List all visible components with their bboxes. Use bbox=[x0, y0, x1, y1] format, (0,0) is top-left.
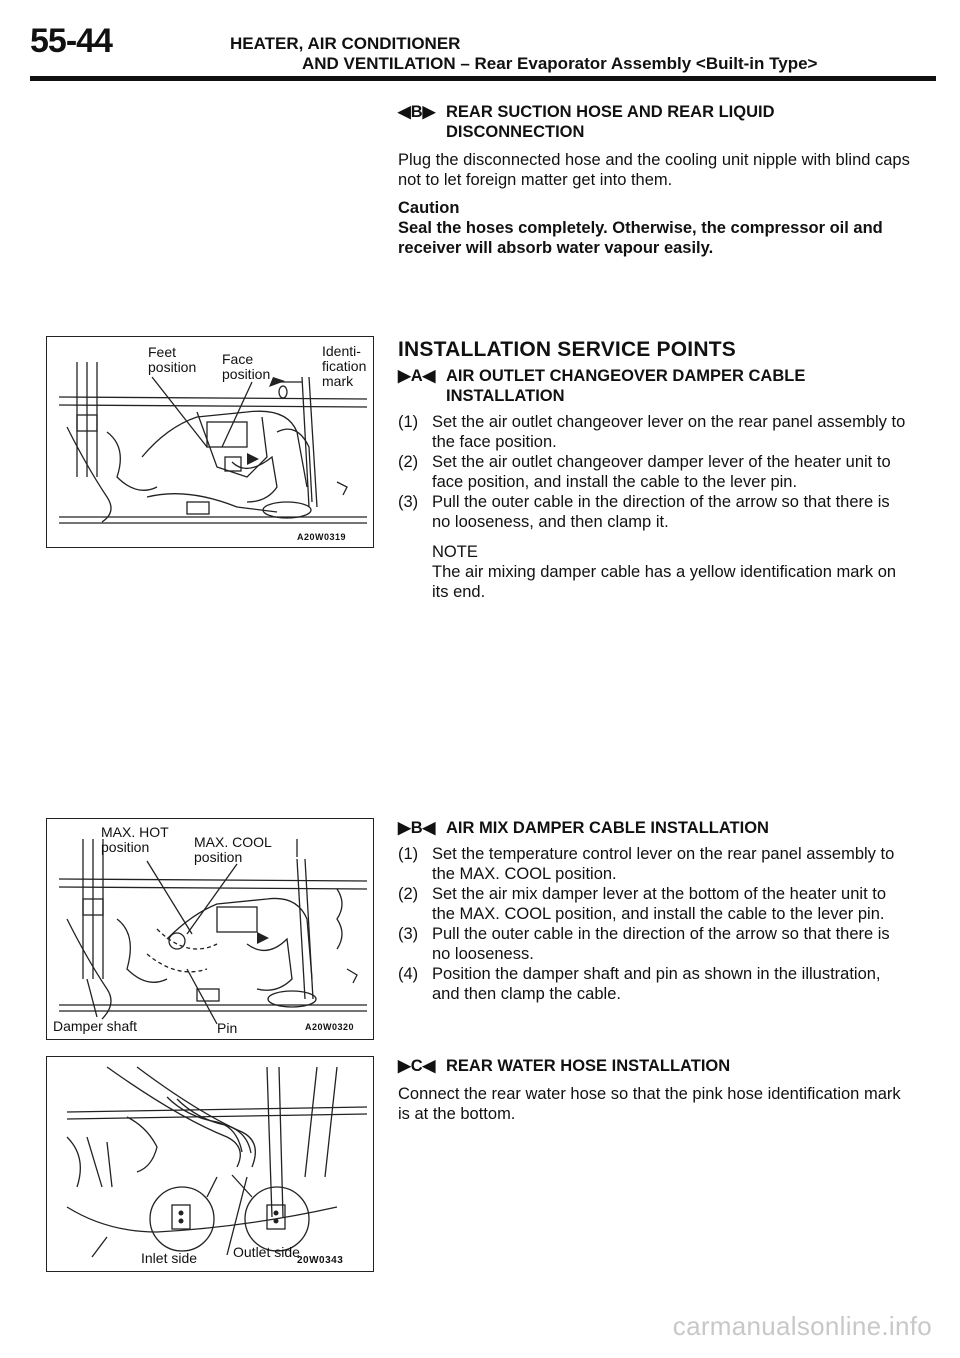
list-item bbox=[398, 924, 912, 964]
label-inlet-side: Inlet side bbox=[141, 1250, 198, 1266]
figure-code: A20W0320 bbox=[305, 1022, 355, 1032]
step-c-heading bbox=[398, 1056, 912, 1076]
header-rule bbox=[30, 76, 936, 81]
step-c-marker: ▶C◀ bbox=[398, 1057, 436, 1075]
label-identification-3: mark bbox=[322, 373, 354, 389]
label-identification-1: Identi- bbox=[322, 343, 361, 359]
step-c-title: REAR WATER HOSE INSTALLATION bbox=[446, 1057, 731, 1075]
label-face: Face bbox=[222, 351, 254, 367]
installation-title: INSTALLATION SERVICE POINTS bbox=[398, 338, 736, 361]
list-item bbox=[398, 844, 912, 884]
header-title-line2: AND VENTILATION – Rear Evaporator Assembly <Built-in Type> bbox=[302, 54, 818, 73]
label-feet-position: position bbox=[148, 359, 197, 375]
step-b-title: AIR MIX DAMPER CABLE INSTALLATION bbox=[446, 819, 769, 837]
step-b-section bbox=[398, 818, 912, 1004]
list-item bbox=[398, 492, 912, 532]
list-item bbox=[398, 884, 912, 924]
caution-label: Caution bbox=[398, 199, 460, 217]
label-max-cool-position: position bbox=[194, 849, 243, 865]
step-text: Set the temperature control lever on the rear panel assembly to the MAX. COOL position. bbox=[432, 845, 895, 883]
page-number: 55-44 bbox=[30, 22, 112, 60]
figure-water-hose bbox=[46, 1056, 374, 1272]
step-number: (4) bbox=[398, 965, 419, 983]
note-label: NOTE bbox=[432, 543, 478, 561]
step-number: (2) bbox=[398, 453, 419, 471]
installation-section bbox=[398, 340, 912, 602]
step-number: (3) bbox=[398, 493, 419, 511]
step-a-marker: ▶A◀ bbox=[398, 367, 436, 385]
section-b-title-line2: DISCONNECTION bbox=[446, 123, 585, 141]
header-title-line1: HEATER, AIR CONDITIONER bbox=[230, 34, 461, 53]
figure-air-mix-damper bbox=[46, 818, 374, 1040]
step-text: Set the air outlet changeover lever on the rear panel assembly to the face position. bbox=[432, 413, 906, 451]
label-max-cool: MAX. COOL bbox=[194, 834, 272, 850]
label-identification-2: fication bbox=[322, 358, 367, 374]
label-max-hot: MAX. HOT bbox=[101, 824, 169, 840]
step-a-title-line2: INSTALLATION bbox=[446, 387, 565, 405]
step-number: (1) bbox=[398, 845, 419, 863]
section-b bbox=[398, 102, 912, 258]
figure-code: 20W0343 bbox=[297, 1255, 344, 1266]
label-feet: Feet bbox=[148, 344, 177, 360]
list-item bbox=[398, 452, 912, 492]
step-b-list bbox=[398, 844, 912, 1004]
step-a-title-line1: AIR OUTLET CHANGEOVER DAMPER CABLE bbox=[446, 367, 806, 385]
section-b-heading bbox=[398, 102, 912, 142]
step-a-heading bbox=[398, 366, 912, 406]
section-b-body: Plug the disconnected hose and the cooling unit nipple with blind caps not to let foreign matter get into them. bbox=[398, 151, 910, 189]
step-b-heading bbox=[398, 818, 912, 838]
label-max-hot-position: position bbox=[101, 839, 150, 855]
caution-text: Seal the hoses completely. Otherwise, the compressor oil and receiver will absorb water vapour easily. bbox=[398, 219, 883, 257]
section-b-title-line1: REAR SUCTION HOSE AND REAR LIQUID bbox=[446, 103, 775, 121]
label-outlet-side: Outlet side bbox=[233, 1244, 300, 1260]
list-item bbox=[398, 412, 912, 452]
step-number: (3) bbox=[398, 925, 419, 943]
step-number: (1) bbox=[398, 413, 419, 431]
section-b-marker: ◀B▶ bbox=[398, 103, 436, 121]
step-a-list bbox=[398, 412, 912, 532]
watermark: carmanualsonline.info bbox=[672, 1311, 932, 1341]
step-text: Pull the outer cable in the direction of the arrow so that there is no looseness. bbox=[432, 925, 890, 963]
label-damper-shaft: Damper shaft bbox=[53, 1018, 138, 1034]
step-text: Position the damper shaft and pin as shown in the illustration, and then clamp the cable. bbox=[432, 965, 881, 1003]
step-text: Set the air outlet changeover damper lever of the heater unit to face position, and install the cable to the lever pin. bbox=[432, 453, 891, 491]
step-c-section bbox=[398, 1056, 912, 1124]
figure-water-hose-illustration bbox=[47, 1057, 373, 1271]
label-pin: Pin bbox=[217, 1020, 238, 1036]
note-text: The air mixing damper cable has a yellow identification mark on its end. bbox=[432, 563, 897, 601]
step-text: Set the air mix damper lever at the bottom of the heater unit to the MAX. COOL position, and install the cable to the lever pin. bbox=[432, 885, 886, 923]
list-item bbox=[398, 964, 912, 1004]
step-c-body: Connect the rear water hose so that the pink hose identification mark is at the bottom. bbox=[398, 1085, 901, 1123]
label-face-position: position bbox=[222, 366, 271, 382]
step-text: Pull the outer cable in the direction of the arrow so that there is no looseness, and then clamp it. bbox=[432, 493, 890, 531]
figure-outlet-damper bbox=[46, 336, 374, 548]
figure-code: A20W0319 bbox=[297, 532, 347, 542]
step-b-marker: ▶B◀ bbox=[398, 819, 436, 837]
step-number: (2) bbox=[398, 885, 419, 903]
